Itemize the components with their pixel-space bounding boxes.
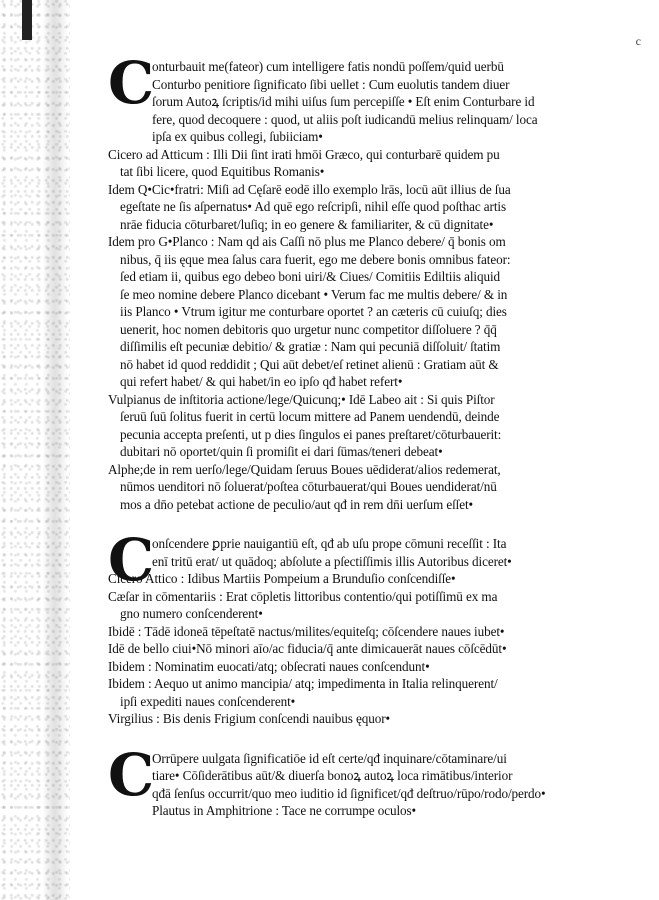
citation-line: tat ſibi licere, quod Equitibus Romanis• xyxy=(120,164,325,179)
citation-line: nrāe fiducia cōturbaret/luſiq; in eo genere & familiariter, & cū dignitate• xyxy=(120,216,494,232)
citation-line: diſſimilis eſt pecuniæ debitio/ & gratiæ : Nam qui pecuniā diſſoluit/ ſtatim xyxy=(120,339,501,354)
document-page xyxy=(108,49,608,842)
drop-cap: C xyxy=(108,740,155,809)
entry-head xyxy=(108,740,608,820)
citation-line: Ibidem : Nominatim euocati/atq; obſecrati naues conſcendunt• xyxy=(108,658,430,674)
citation-line: Idē de bello ciui•Nō minori aīo/ac fiducia/q̄ ante dimicauerāt naues cōſcēdūt• xyxy=(108,641,507,656)
citation-line: pecunia accepta preſenti, ut p dies ſingulos ei panes preſtaret/cōturbauerit: xyxy=(120,426,502,442)
citation-line: nūmos uenditori nō ſoluerat/poſtea cōturbauerat/qui Boues uendiderat/nū xyxy=(120,479,497,494)
drop-cap: C xyxy=(108,526,155,594)
citation-line: Alphe;de in rem uerſo/lege/Quidam ſeruus Boues uēdiderat/alios redemerat, xyxy=(108,461,501,477)
entry-head-line: Orrūpere uulgata ſignificatiōe id eſt certe/qđ inquinare/cōtaminare/ui xyxy=(152,750,507,766)
citation-line: egeſtate ne ſis aſpernatus• Ad quē ego reſcripſi, nihil eſſe quod poſthac artis xyxy=(120,199,506,214)
entry-head-line: Conturbo penitiore ſignificato ſibi uellet : Cum euolutis tandem diuer xyxy=(152,76,510,92)
citation-line: Vulpianus de inſtitoria actione/lege/Quicunq;• Idē Labeo ait : Si quis Piſtor xyxy=(108,391,495,407)
citation-line: qui refert habet/ & qui habet/in eo ipſo qđ habet refert• xyxy=(120,374,403,389)
dictionary-entry xyxy=(108,526,608,728)
entry-head-line: tiare• Cōſiderātibus aūt/& diuerſa bonoꝝ autoꝝ loca rimātibus/interior xyxy=(152,768,513,783)
citation-line: mos a dn̄o petebat actione de peculio/aut qđ in rem dn̄i uerſum eſſet• xyxy=(120,496,474,512)
citation-line: Ibidē : Tādē idoneā tēpeſtatē nactus/milites/equiteſq; cōſcendere naues iubet• xyxy=(108,623,505,639)
citation-line: nō habet id quod reddidit ; Qui aūt debet/eſ retinet alienū : Gratiam aūt & xyxy=(120,356,499,372)
entry-head-line: ipſa ex quibus collegi, ſubiiciam• xyxy=(152,129,323,144)
citation-line: gno numero conſcenderent• xyxy=(120,606,263,621)
drop-cap: C xyxy=(108,49,155,117)
entry-head-line: onſcendere ꝑprie nauigantiū eſt, qđ ab uſu prope cōmuni receſſit : Ita xyxy=(152,536,507,551)
citation-line: Idem Q•Cic•fratri: Miſi ad Cęſarē eodē illo exemplo lrās, locū aūt illius de ſua xyxy=(108,181,511,197)
citation-line: Virgilius : Bis denis Frigium conſcendi nauibus ęquor• xyxy=(108,711,391,726)
entry-head-line: qđā ſenſus occurrit/quo meo iuditio id ſignificet/qđ deſtruo/rūpo/rodo/perdo• xyxy=(152,785,546,801)
corner-ink-mark xyxy=(22,0,32,40)
entry-head-line: onturbauit me(fateor) cum intelligere fatis nondū poſſem/quid uerbū xyxy=(152,59,504,74)
entry-head-line: ſorum Autoꝝ ſcriptis/id mihi uiſus ſum percepiſſe • Eſt enim Conturbare id xyxy=(152,94,535,109)
citation-line: uenerit, hoc nomen debitoris quo urgetur nunc competitor diſſoluere ? q̄q̄ xyxy=(120,321,497,337)
citation-line: ipſi expediti naues conſcenderent• xyxy=(120,693,296,709)
citation-line: ſe meo nomine debere Planco dicebant • Verum fac me multis debere/ & in xyxy=(120,286,508,302)
citation-line: iis Planco • Vtrum igitur me conturbare oportet ? an cæteris cū cuiuſq; dies xyxy=(120,304,507,319)
entry-head xyxy=(108,49,608,146)
dictionary-entry xyxy=(108,49,608,513)
gutter-edge xyxy=(42,0,68,900)
citation-line: Ibidem : Aequo ut animo mancipia/ atq; impedimenta in Italia relinquerent/ xyxy=(108,676,498,691)
citation-line: ſed etiam ii, quibus ego debeo boni uiri/& Ciues/ Comitiis Ediltiis aliquid xyxy=(120,269,501,284)
citation-line: Cæſar in cōmentariis : Erat cōpletis littoribus contentio/qui potiſſimū ex ma xyxy=(108,588,498,604)
citation-line: Idem pro G•Planco : Nam qd ais Caſſi nō plus me Planco debere/ q̄ bonis om xyxy=(108,234,506,249)
entry-head-line: Plautus in Amphitrione : Tace ne corrumpe oculos• xyxy=(152,803,417,818)
citation-line: dubitari nō oportet/quin ſi promiſit ei dari ſūmas/teneri debeat• xyxy=(120,444,443,459)
citation-line: Cicero ad Atticum : Illi Dii ſint irati hmōi Græco, qui conturbarē quidem pu xyxy=(108,146,500,162)
citation-line: nibus, q̄ iis ęque mea ſalus cara fuerit, ego me debere bonis omnibus fateor: xyxy=(120,251,511,267)
dictionary-entry xyxy=(108,740,608,820)
entry-head-line: fere, quod decoquere : quod, ut aliis poſt iudicandū melius relinquam/ loca xyxy=(152,111,538,127)
entry-head-line: enī tritū erat/ ut quādoq; abſolute a pſectiſſimis illis Autoribus diceret• xyxy=(152,553,512,569)
citation-line: Cicero Attico : Idibus Martiis Pompeium a Brunduſio conſcendiſſe• xyxy=(108,571,456,586)
margin-mark: c xyxy=(635,34,641,48)
citation-line: ſeruū ſuū ſolitus fuerit in certū locum mittere ad Panem uendendū, deinde xyxy=(120,409,500,424)
